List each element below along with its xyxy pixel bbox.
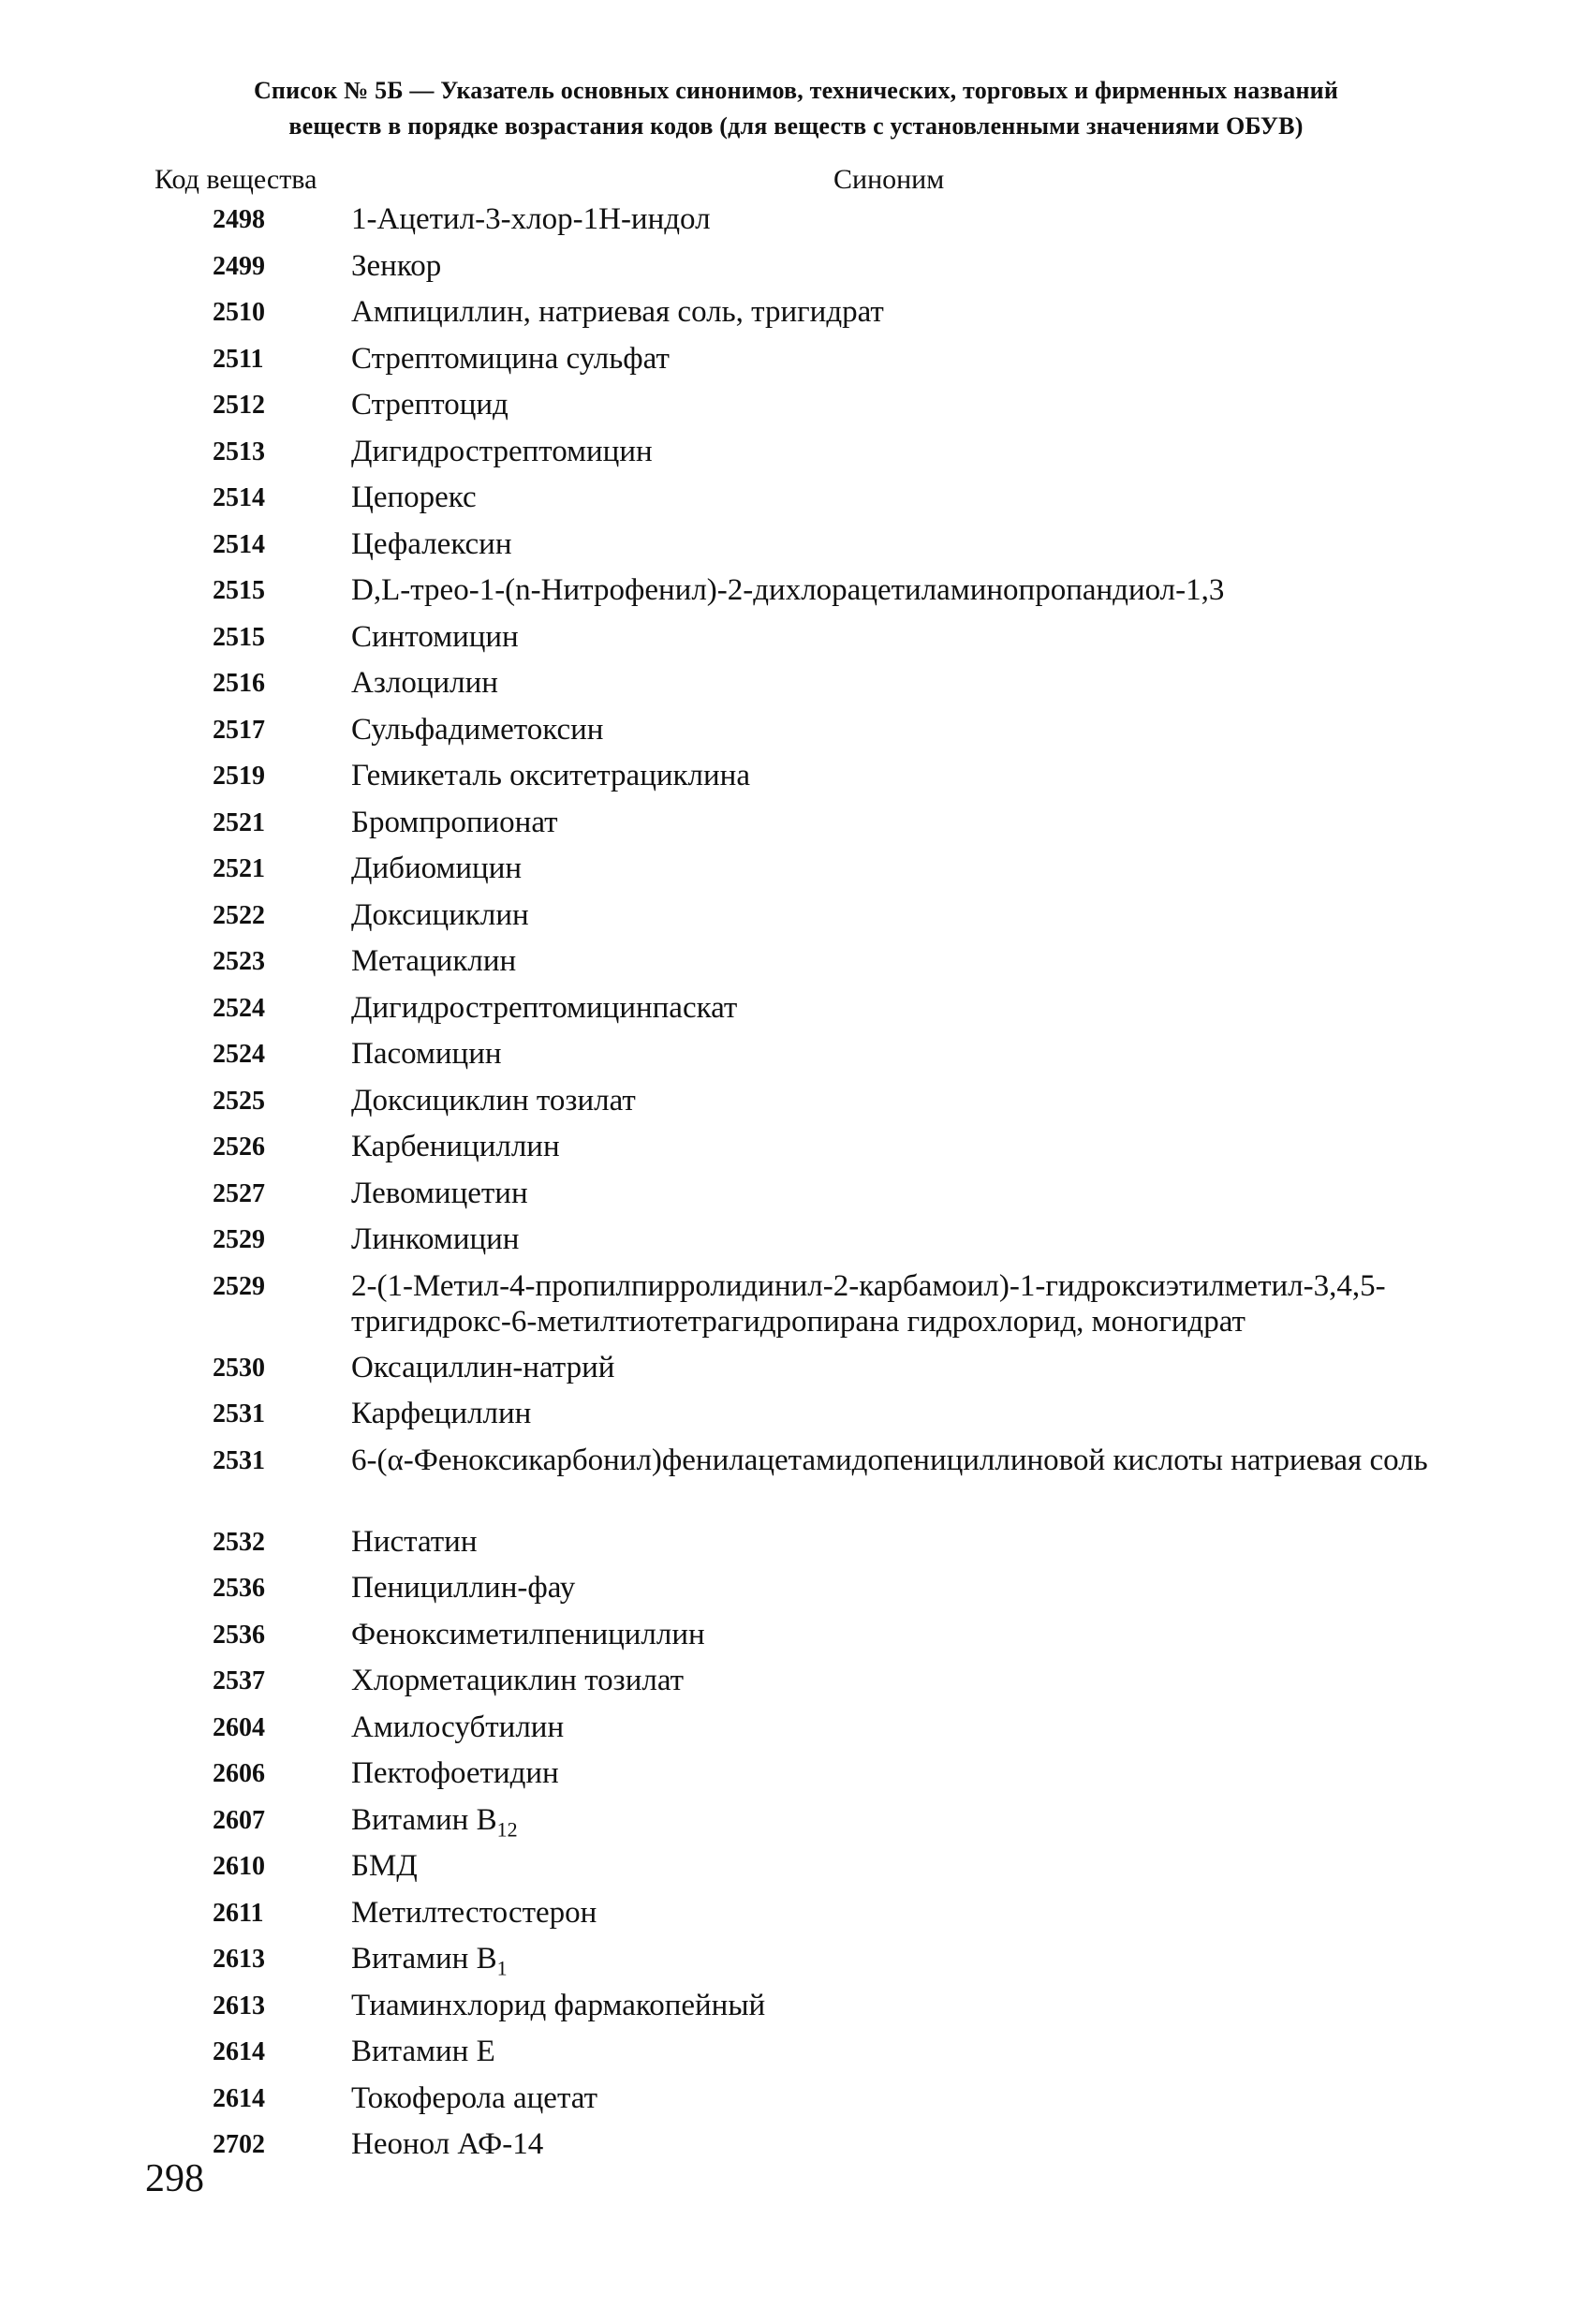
substance-code: 2529 (213, 1271, 265, 1301)
table-row (0, 1663, 1592, 1710)
table-row (0, 1755, 1592, 1802)
synonym-main: Цефалексин (351, 526, 512, 561)
synonym-main: Дибиомицин (351, 851, 523, 885)
substance-code: 2614 (213, 2083, 265, 2113)
synonym-main: Дигидрострептомицин (351, 434, 653, 468)
substance-code: 2499 (213, 251, 265, 281)
substance-code: 2524 (213, 993, 265, 1023)
synonym-main: 1-Ацетил-3-хлор-1Н-индол (351, 202, 711, 236)
synonym-main: Левомицетин (351, 1176, 528, 1210)
substance-code: 2522 (213, 900, 265, 930)
synonym-main: Стрептоцид (351, 388, 509, 422)
table-row (0, 1396, 1592, 1443)
substance-code: 2515 (213, 622, 265, 652)
synonym-main: Пенициллин-фау (351, 1571, 576, 1605)
table-row (0, 572, 1592, 619)
substance-code: 2526 (213, 1132, 265, 1162)
synonym-text (351, 1176, 1437, 1211)
synonym-text (351, 1524, 1437, 1560)
substance-code: 2514 (213, 483, 265, 512)
table-row (0, 1176, 1592, 1222)
table-row (0, 943, 1592, 990)
synonym-text (351, 1268, 1437, 1340)
synonym-text (351, 619, 1437, 655)
substance-code: 2515 (213, 576, 265, 605)
substance-code: 2516 (213, 669, 265, 698)
synonym-main: 6-(α-Феноксикарбонил)фенилацетамидопенициллиновой кислоты натриевая соль (351, 1443, 1428, 1477)
substance-code: 2498 (213, 205, 265, 234)
substance-code: 2510 (213, 298, 265, 327)
synonym-text (351, 1710, 1437, 1745)
synonym-text (351, 2080, 1437, 2116)
synonym-text (351, 1941, 1437, 1987)
table-row (0, 758, 1592, 805)
table-row (0, 526, 1592, 573)
synonym-text (351, 1396, 1437, 1431)
table-row (0, 990, 1592, 1037)
substance-code: 2511 (213, 344, 264, 374)
substance-code: 2606 (213, 1759, 265, 1788)
table-row (0, 1617, 1592, 1664)
synonym-text (351, 526, 1437, 562)
synonym-text (351, 2034, 1437, 2069)
substance-code: 2613 (213, 1991, 265, 2021)
substance-code: 2523 (213, 947, 265, 976)
synonym-main: Пектофоетидин (351, 1756, 559, 1790)
synonym-main: Зенкор (351, 248, 442, 283)
table-row (0, 2126, 1592, 2173)
table-row (0, 1443, 1592, 1524)
synonym-main: Оксациллин-натрий (351, 1350, 615, 1384)
substance-code: 2613 (213, 1945, 265, 1974)
synonym-main: Сульфадиметоксин (351, 712, 604, 747)
synonym-text (351, 1443, 1437, 1478)
synonym-main: Ампициллин, натриевая соль, тригидрат (351, 295, 884, 329)
table-row (0, 248, 1592, 295)
table-row (0, 805, 1592, 851)
table-row (0, 1083, 1592, 1130)
synonym-main: Доксициклин тозилат (351, 1083, 636, 1118)
synonym-text (351, 943, 1437, 979)
synonym-subscript: 12 (496, 1817, 518, 1842)
column-header-synonym: Синоним (833, 164, 945, 195)
synonym-text (351, 712, 1437, 748)
table-row (0, 1036, 1592, 1083)
synonym-text (351, 1570, 1437, 1606)
synonym-main: Витамин E (351, 2035, 495, 2068)
substance-code: 2614 (213, 2037, 265, 2066)
substance-code: 2514 (213, 529, 265, 559)
synonym-text (351, 1036, 1437, 1072)
title-line-2: веществ в порядке возрастания кодов (для веществ с установленными значениями ОБУВ) (288, 112, 1304, 140)
table-row (0, 294, 1592, 341)
substance-code: 2611 (213, 1898, 264, 1928)
table-row (0, 1350, 1592, 1397)
substance-code: 2521 (213, 807, 265, 837)
page-title (140, 73, 1452, 144)
substance-code: 2521 (213, 854, 265, 883)
substance-code: 2607 (213, 1805, 265, 1835)
synonym-text (351, 851, 1437, 886)
synonym-main: 2-(1-Метил-4-пропилпирролидинил-2-карбамоил)-1-гидроксиэтилметил-3,4,5-тригидрокс-6-метилтиотетрагидропирана гидрохлорид, моногидрат (351, 1268, 1386, 1339)
substance-code: 2527 (213, 1178, 265, 1208)
synonym-text (351, 1755, 1437, 1791)
synonym-text (351, 1895, 1437, 1931)
synonym-text (351, 805, 1437, 840)
synonym-main: Цепорекс (351, 481, 477, 514)
synonym-main: Амилосубтилин (351, 1710, 565, 1744)
table-row (0, 1221, 1592, 1268)
substance-code: 2513 (213, 437, 265, 466)
synonym-text (351, 1617, 1437, 1652)
substance-code: 2702 (213, 2130, 265, 2159)
synonym-table (0, 201, 1592, 2173)
substance-code: 2604 (213, 1712, 265, 1742)
substance-code: 2531 (213, 1445, 265, 1475)
synonym-text (351, 897, 1437, 933)
table-row (0, 619, 1592, 666)
synonym-text (351, 1988, 1437, 2023)
synonym-text (351, 434, 1437, 469)
table-row (0, 1988, 1592, 2035)
synonym-main: Стрептомицина сульфат (351, 341, 670, 376)
table-row (0, 480, 1592, 526)
synonym-main: Синтомицин (351, 619, 519, 654)
synonym-main: Гемикеталь окситетрациклина (351, 759, 750, 792)
table-row (0, 1941, 1592, 1988)
synonym-subscript: 1 (496, 1956, 508, 1980)
synonym-text (351, 1221, 1437, 1257)
table-row (0, 1570, 1592, 1617)
table-row (0, 1268, 1592, 1350)
synonym-main: Неонол АФ-14 (351, 2127, 544, 2161)
synonym-main: Токоферола ацетат (351, 2080, 597, 2115)
substance-code: 2519 (213, 762, 265, 791)
substance-code: 2530 (213, 1353, 265, 1383)
table-row (0, 201, 1592, 248)
column-header-code: Код вещества (155, 164, 317, 195)
substance-code: 2524 (213, 1040, 265, 1069)
substance-code: 2512 (213, 391, 265, 420)
synonym-text (351, 1129, 1437, 1164)
synonym-text (351, 758, 1437, 793)
table-row (0, 1895, 1592, 1942)
synonym-main: Хлорметациклин тозилат (351, 1664, 685, 1697)
synonym-text (351, 201, 1437, 237)
synonym-main: Витамин B (351, 1802, 497, 1837)
substance-code: 2525 (213, 1086, 265, 1116)
synonym-main: Карфециллин (351, 1397, 532, 1430)
synonym-text (351, 387, 1437, 422)
synonym-main: Метилтестостерон (351, 1895, 597, 1930)
synonym-text (351, 294, 1437, 330)
table-row (0, 712, 1592, 759)
substance-code: 2537 (213, 1666, 265, 1695)
substance-code: 2529 (213, 1225, 265, 1254)
substance-code: 2536 (213, 1620, 265, 1650)
table-row (0, 387, 1592, 434)
table-row (0, 1129, 1592, 1176)
table-row (0, 2080, 1592, 2127)
synonym-text (351, 2126, 1437, 2162)
synonym-text (351, 1083, 1437, 1118)
table-row (0, 1710, 1592, 1756)
substance-code: 2531 (213, 1399, 265, 1428)
page-number: 298 (145, 2157, 204, 2200)
synonym-main: Пасомицин (351, 1037, 502, 1071)
synonym-main: Тиаминхлорид фармакопейный (351, 1988, 766, 2022)
synonym-main: Метациклин (351, 944, 517, 978)
table-row (0, 2034, 1592, 2080)
synonym-text (351, 480, 1437, 515)
substance-code: 2536 (213, 1574, 265, 1603)
synonym-text (351, 990, 1437, 1026)
synonym-text (351, 1848, 1437, 1884)
synonym-text (351, 1350, 1437, 1385)
table-row (0, 897, 1592, 944)
synonym-main: Азлоцилин (351, 666, 498, 700)
synonym-main: Витамин B (351, 1942, 497, 1976)
synonym-main: Карбенициллин (351, 1130, 560, 1163)
synonym-main: Доксициклин (351, 897, 529, 932)
synonym-text (351, 665, 1437, 701)
table-row (0, 1802, 1592, 1849)
synonym-text (351, 1663, 1437, 1698)
synonym-main: Феноксиметилпенициллин (351, 1617, 705, 1651)
synonym-text (351, 1802, 1437, 1848)
table-row (0, 1524, 1592, 1571)
table-row (0, 341, 1592, 388)
synonym-main: БМД (351, 1849, 418, 1883)
synonym-main: Линкомицин (351, 1222, 520, 1256)
table-row (0, 1848, 1592, 1895)
substance-code: 2517 (213, 715, 265, 745)
synonym-text (351, 572, 1437, 608)
title-line-1: Список № 5Б — Указатель основных синонимов, технических, торговых и фирменных названий (253, 77, 1339, 104)
synonym-text (351, 341, 1437, 377)
synonym-main: Дигидрострептомицинпаскат (351, 990, 738, 1025)
substance-code: 2610 (213, 1852, 265, 1881)
substance-code: 2532 (213, 1527, 265, 1557)
table-row (0, 434, 1592, 481)
table-row (0, 851, 1592, 897)
synonym-text (351, 248, 1437, 284)
synonym-main: Нистатин (351, 1524, 478, 1559)
synonym-main: D,L-трео-1-(n-Нитрофенил)-2-дихлорацетиламинопропандиол-1,3 (351, 573, 1225, 607)
synonym-main: Бромпропионат (351, 805, 558, 839)
table-row (0, 665, 1592, 712)
